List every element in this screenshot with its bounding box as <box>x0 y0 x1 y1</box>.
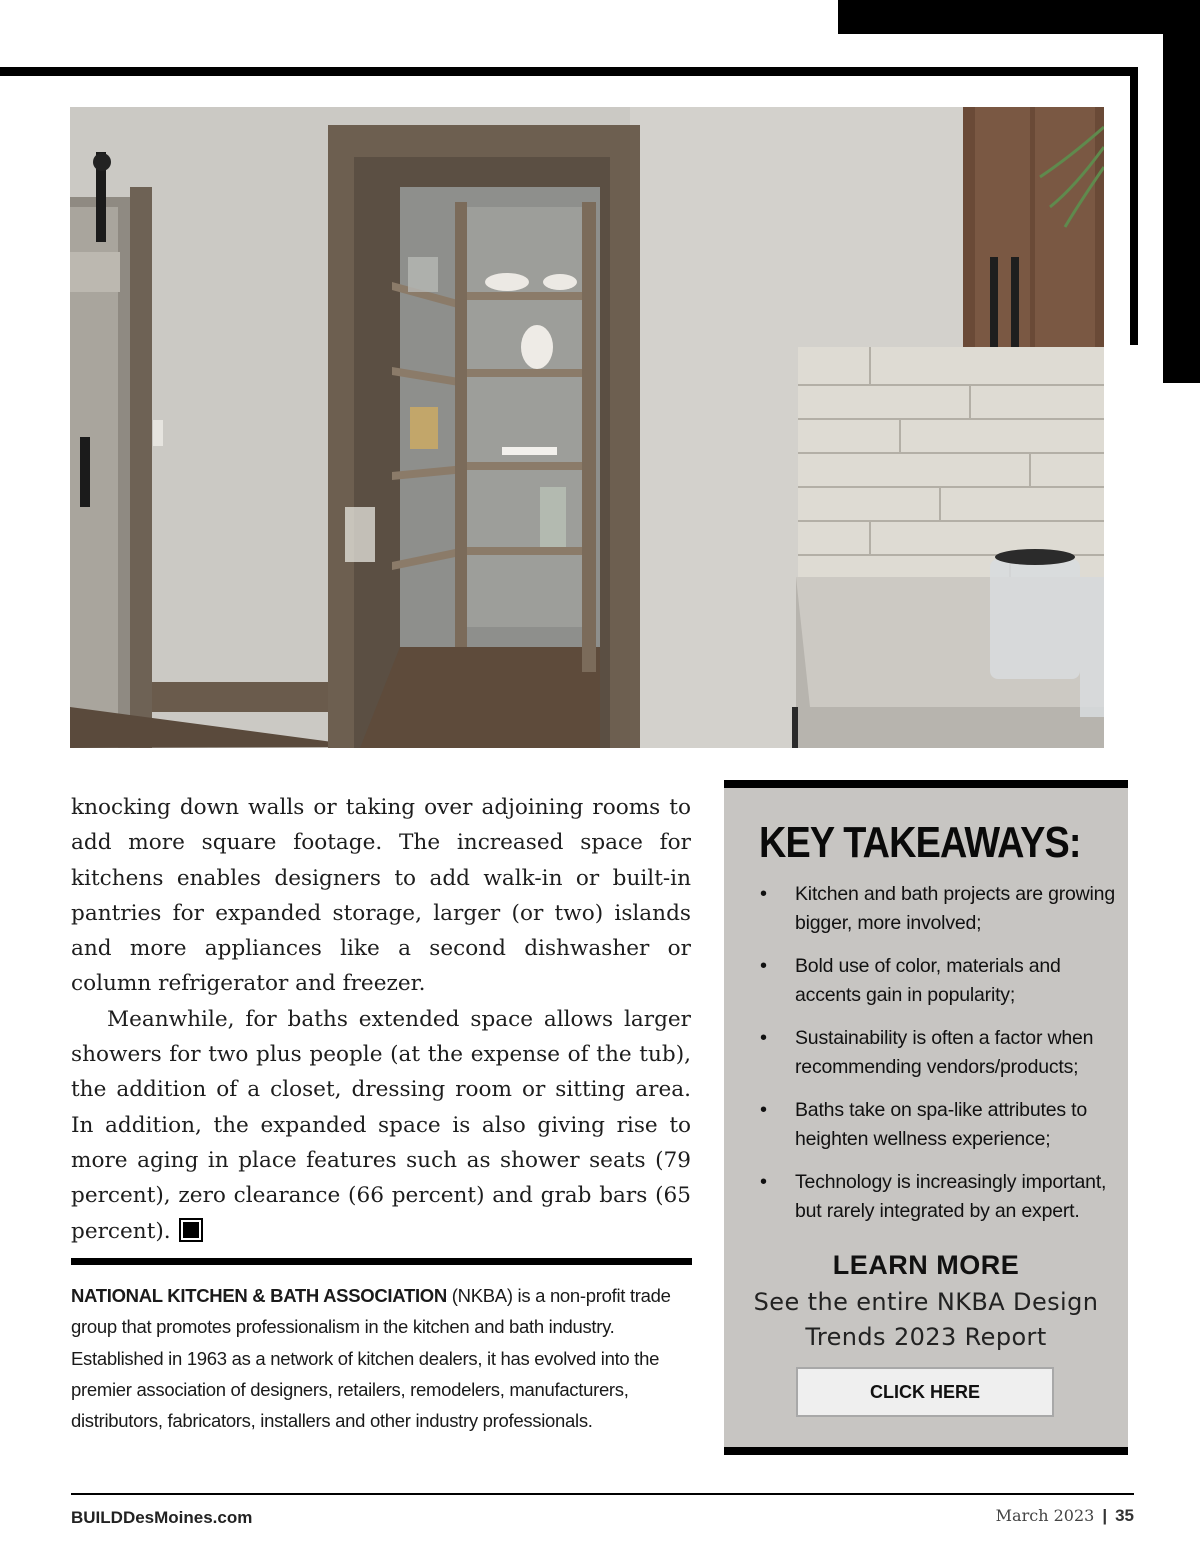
footer-date: March 2023 <box>995 1506 1095 1525</box>
bio-divider <box>71 1258 692 1265</box>
bullet-icon: • <box>760 883 767 905</box>
decorative-bar-vertical <box>1130 67 1138 345</box>
learn-more-description: See the entire NKBA Design Trends 2023 Report <box>753 1288 1099 1351</box>
pantry-photo <box>70 107 1104 748</box>
article-body <box>71 790 691 1249</box>
article-paragraph-2-text: Meanwhile, for baths extended space allows larger showers for two plus people (at the expense of the tub), the addition of a closet, dressing room or sitting area. In addition, the expanded space is also giving rise to more aging in place features such as shower seats (79 percent), zero clearance (66 percent) and grab bars (65 percent). <box>71 1006 691 1244</box>
footer-divider <box>71 1493 1134 1495</box>
article-paragraph-2 <box>71 1002 691 1249</box>
bullet-icon: • <box>760 955 767 977</box>
list-item <box>758 1168 1118 1226</box>
key-takeaways-list <box>758 880 1118 1240</box>
footer-separator: | <box>1102 1506 1108 1525</box>
bio-org-name: NATIONAL KITCHEN & BATH ASSOCIATION <box>71 1285 447 1306</box>
page-number: 35 <box>1115 1506 1134 1525</box>
list-item <box>758 1024 1118 1082</box>
decorative-bar-right-column <box>1163 0 1200 383</box>
end-mark-icon: B <box>179 1218 203 1242</box>
list-item-text: Sustainability is often a factor when recommending vendors/products; <box>795 1027 1094 1078</box>
list-item-text: Kitchen and bath projects are growing bigger, more involved; <box>795 883 1115 934</box>
bullet-icon: • <box>760 1171 767 1193</box>
key-takeaways-heading: KEY TAKEAWAYS: <box>759 818 1081 867</box>
decorative-bar-top-right <box>838 0 1200 34</box>
list-item-text: Baths take on spa-like attributes to heighten wellness experience; <box>795 1099 1087 1150</box>
bullet-icon: • <box>760 1027 767 1049</box>
nkba-bio <box>71 1280 692 1436</box>
list-item <box>758 880 1118 938</box>
learn-more-heading: LEARN MORE <box>832 1250 1020 1280</box>
bullet-icon: • <box>760 1099 767 1121</box>
key-takeaways-sidebar <box>724 780 1128 1455</box>
article-paragraph-1: knocking down walls or taking over adjoining rooms to add more square footage. The increased space for kitchens enables designers to add walk-in or built-in pantries for expanded storage, larger (or two) islands and more appliances like a second dishwasher or column refrigerator and freezer. <box>71 795 691 997</box>
list-item <box>758 1096 1118 1154</box>
footer-page-info <box>996 1506 1134 1526</box>
list-item-text: Bold use of color, materials and accents gain in popularity; <box>795 955 1061 1006</box>
list-item-text: Technology is increasingly important, but rarely integrated by an expert. <box>795 1171 1107 1222</box>
list-item <box>758 952 1118 1010</box>
bio-text: (NKBA) is a non-profit trade group that promotes professionalism in the kitchen and bath industry. Established in 1963 as a network of kitchen dealers, it has evolved into the premier association of designers, retailers, remodelers, manufacturers, distributors, fabricators, installers and other industry professionals. <box>71 1285 671 1432</box>
click-here-button[interactable]: CLICK HERE <box>796 1367 1054 1417</box>
footer-site-link[interactable]: BUILDDesMoines.com <box>71 1508 253 1527</box>
decorative-bar-horizontal <box>0 67 1138 76</box>
